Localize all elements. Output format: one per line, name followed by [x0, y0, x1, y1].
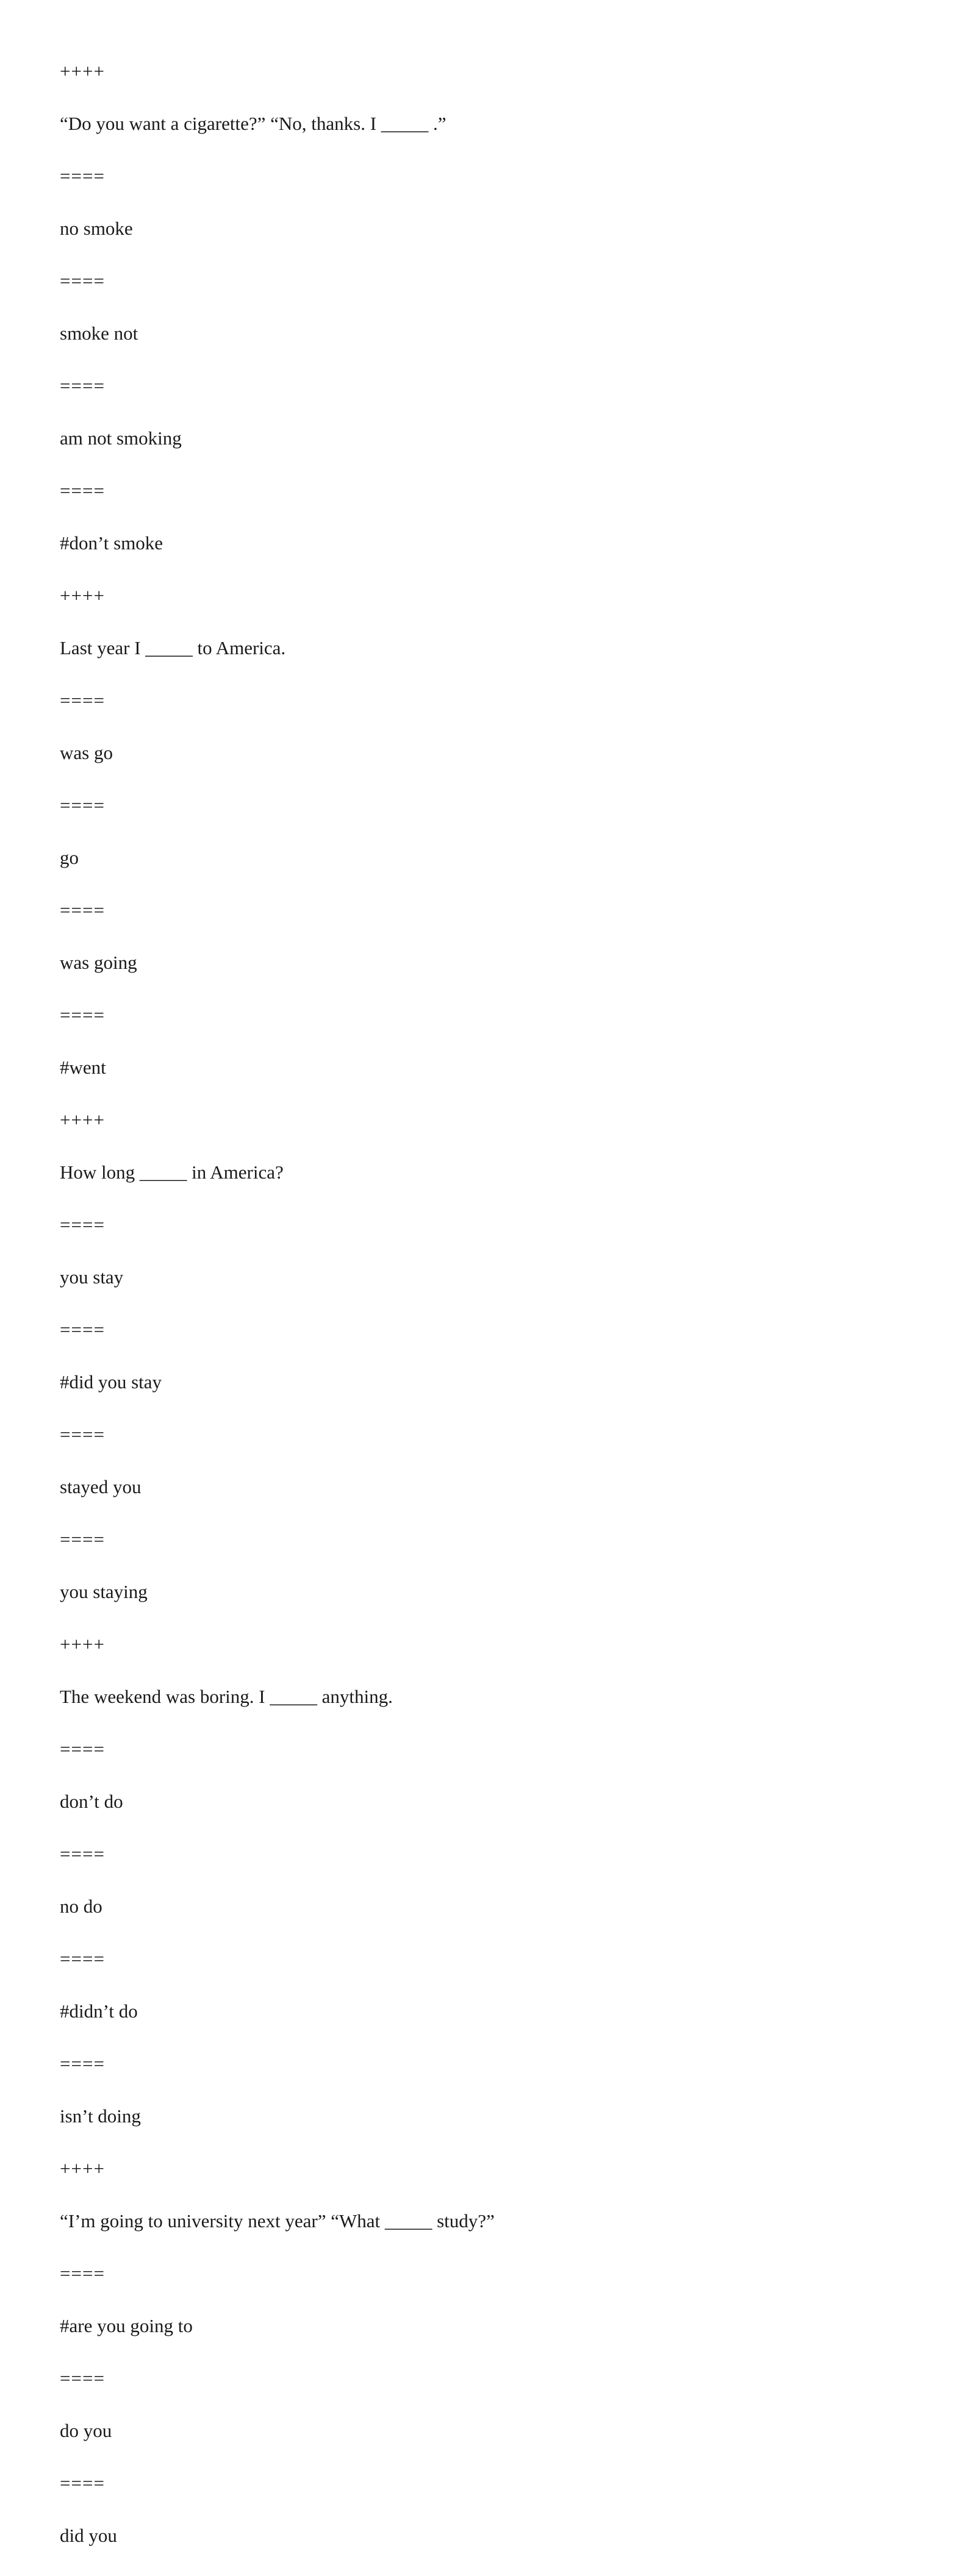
answer-option: go [60, 847, 79, 868]
option-separator: ==== [60, 1214, 105, 1235]
option-separator: ==== [60, 2053, 105, 2074]
question-text: How long _____ in America? [60, 1161, 284, 1183]
option-separator: ==== [60, 2367, 105, 2389]
option-separator: ==== [60, 1319, 105, 1340]
correct-answer-option: #are you going to [60, 2315, 193, 2336]
question-text: “Do you want a cigarette?” “No, thanks. I _____ .” [60, 113, 447, 134]
answer-option: was going [60, 952, 137, 973]
question-separator: ++++ [60, 60, 105, 82]
answer-option: stayed you [60, 1476, 142, 1497]
answer-option: don’t do [60, 1791, 123, 1812]
answer-option: you stay [60, 1266, 124, 1288]
correct-answer-option: #didn’t do [60, 2000, 138, 2022]
document-page [60, 59, 938, 2576]
answer-option: did you [60, 2525, 117, 2546]
option-separator: ==== [60, 1738, 105, 1760]
correct-answer-option: #did you stay [60, 1371, 162, 1393]
option-separator: ==== [60, 1948, 105, 1969]
answer-option: do you [60, 2420, 112, 2441]
option-separator: ==== [60, 690, 105, 711]
option-separator: ==== [60, 375, 105, 396]
answer-option: you staying [60, 1581, 148, 1602]
option-separator: ==== [60, 165, 105, 187]
option-separator: ==== [60, 270, 105, 291]
question-text: “I’m going to university next year” “What _____ study?” [60, 2210, 495, 2232]
question-separator: ++++ [60, 585, 105, 606]
option-separator: ==== [60, 899, 105, 921]
answer-option: no smoke [60, 218, 133, 239]
question-text: The weekend was boring. I _____ anything. [60, 1686, 393, 1707]
answer-option: isn’t doing [60, 2105, 141, 2127]
option-separator: ==== [60, 2472, 105, 2494]
question-text: Last year I _____ to America. [60, 637, 286, 658]
question-separator: ++++ [60, 1109, 105, 1130]
answer-option: smoke not [60, 323, 138, 344]
question-separator: ++++ [60, 1633, 105, 1655]
option-separator: ==== [60, 794, 105, 816]
answer-option: am not smoking [60, 427, 182, 449]
question-separator: ++++ [60, 2158, 105, 2179]
option-separator: ==== [60, 1843, 105, 1864]
correct-answer-option: #went [60, 1057, 106, 1078]
option-separator: ==== [60, 480, 105, 501]
option-separator: ==== [60, 2263, 105, 2284]
option-separator: ==== [60, 1529, 105, 1550]
option-separator: ==== [60, 1424, 105, 1445]
answer-option: was go [60, 742, 113, 763]
correct-answer-option: #don’t smoke [60, 532, 163, 554]
answer-option: no do [60, 1896, 102, 1917]
option-separator: ==== [60, 1004, 105, 1026]
